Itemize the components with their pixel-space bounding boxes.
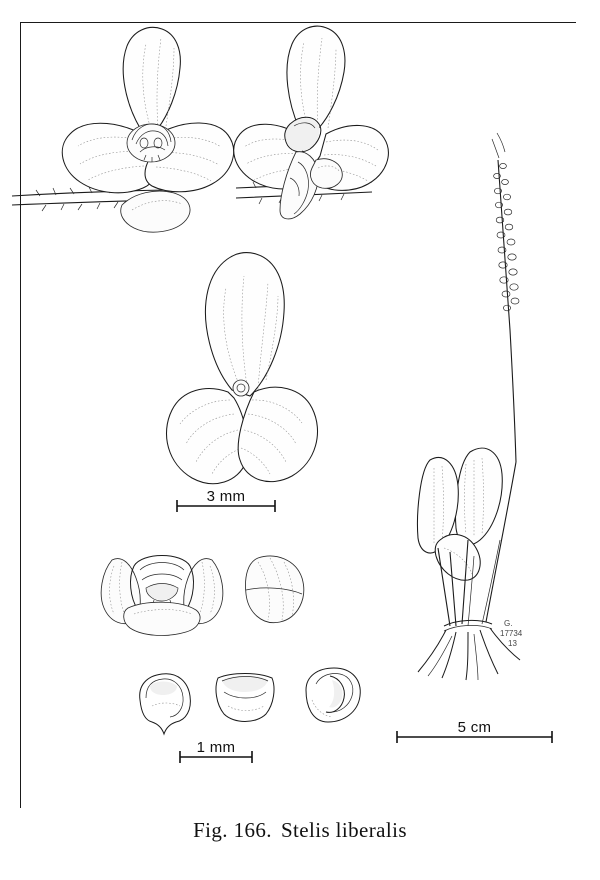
artist-mark-line1: G. [504, 619, 513, 628]
figure-number: Fig. 166. [193, 818, 272, 842]
artist-mark-line2: 17734 [500, 629, 523, 638]
figure-species-name: Stelis liberalis [280, 818, 407, 842]
figure-caption [0, 818, 600, 843]
scale-label-1mm: 1 mm [196, 739, 236, 756]
artist-mark-line3: 13 [508, 639, 517, 648]
scale-label-3mm: 3 mm [206, 488, 246, 505]
scale-label-5cm: 5 cm [457, 719, 492, 736]
plate-border [20, 22, 576, 808]
